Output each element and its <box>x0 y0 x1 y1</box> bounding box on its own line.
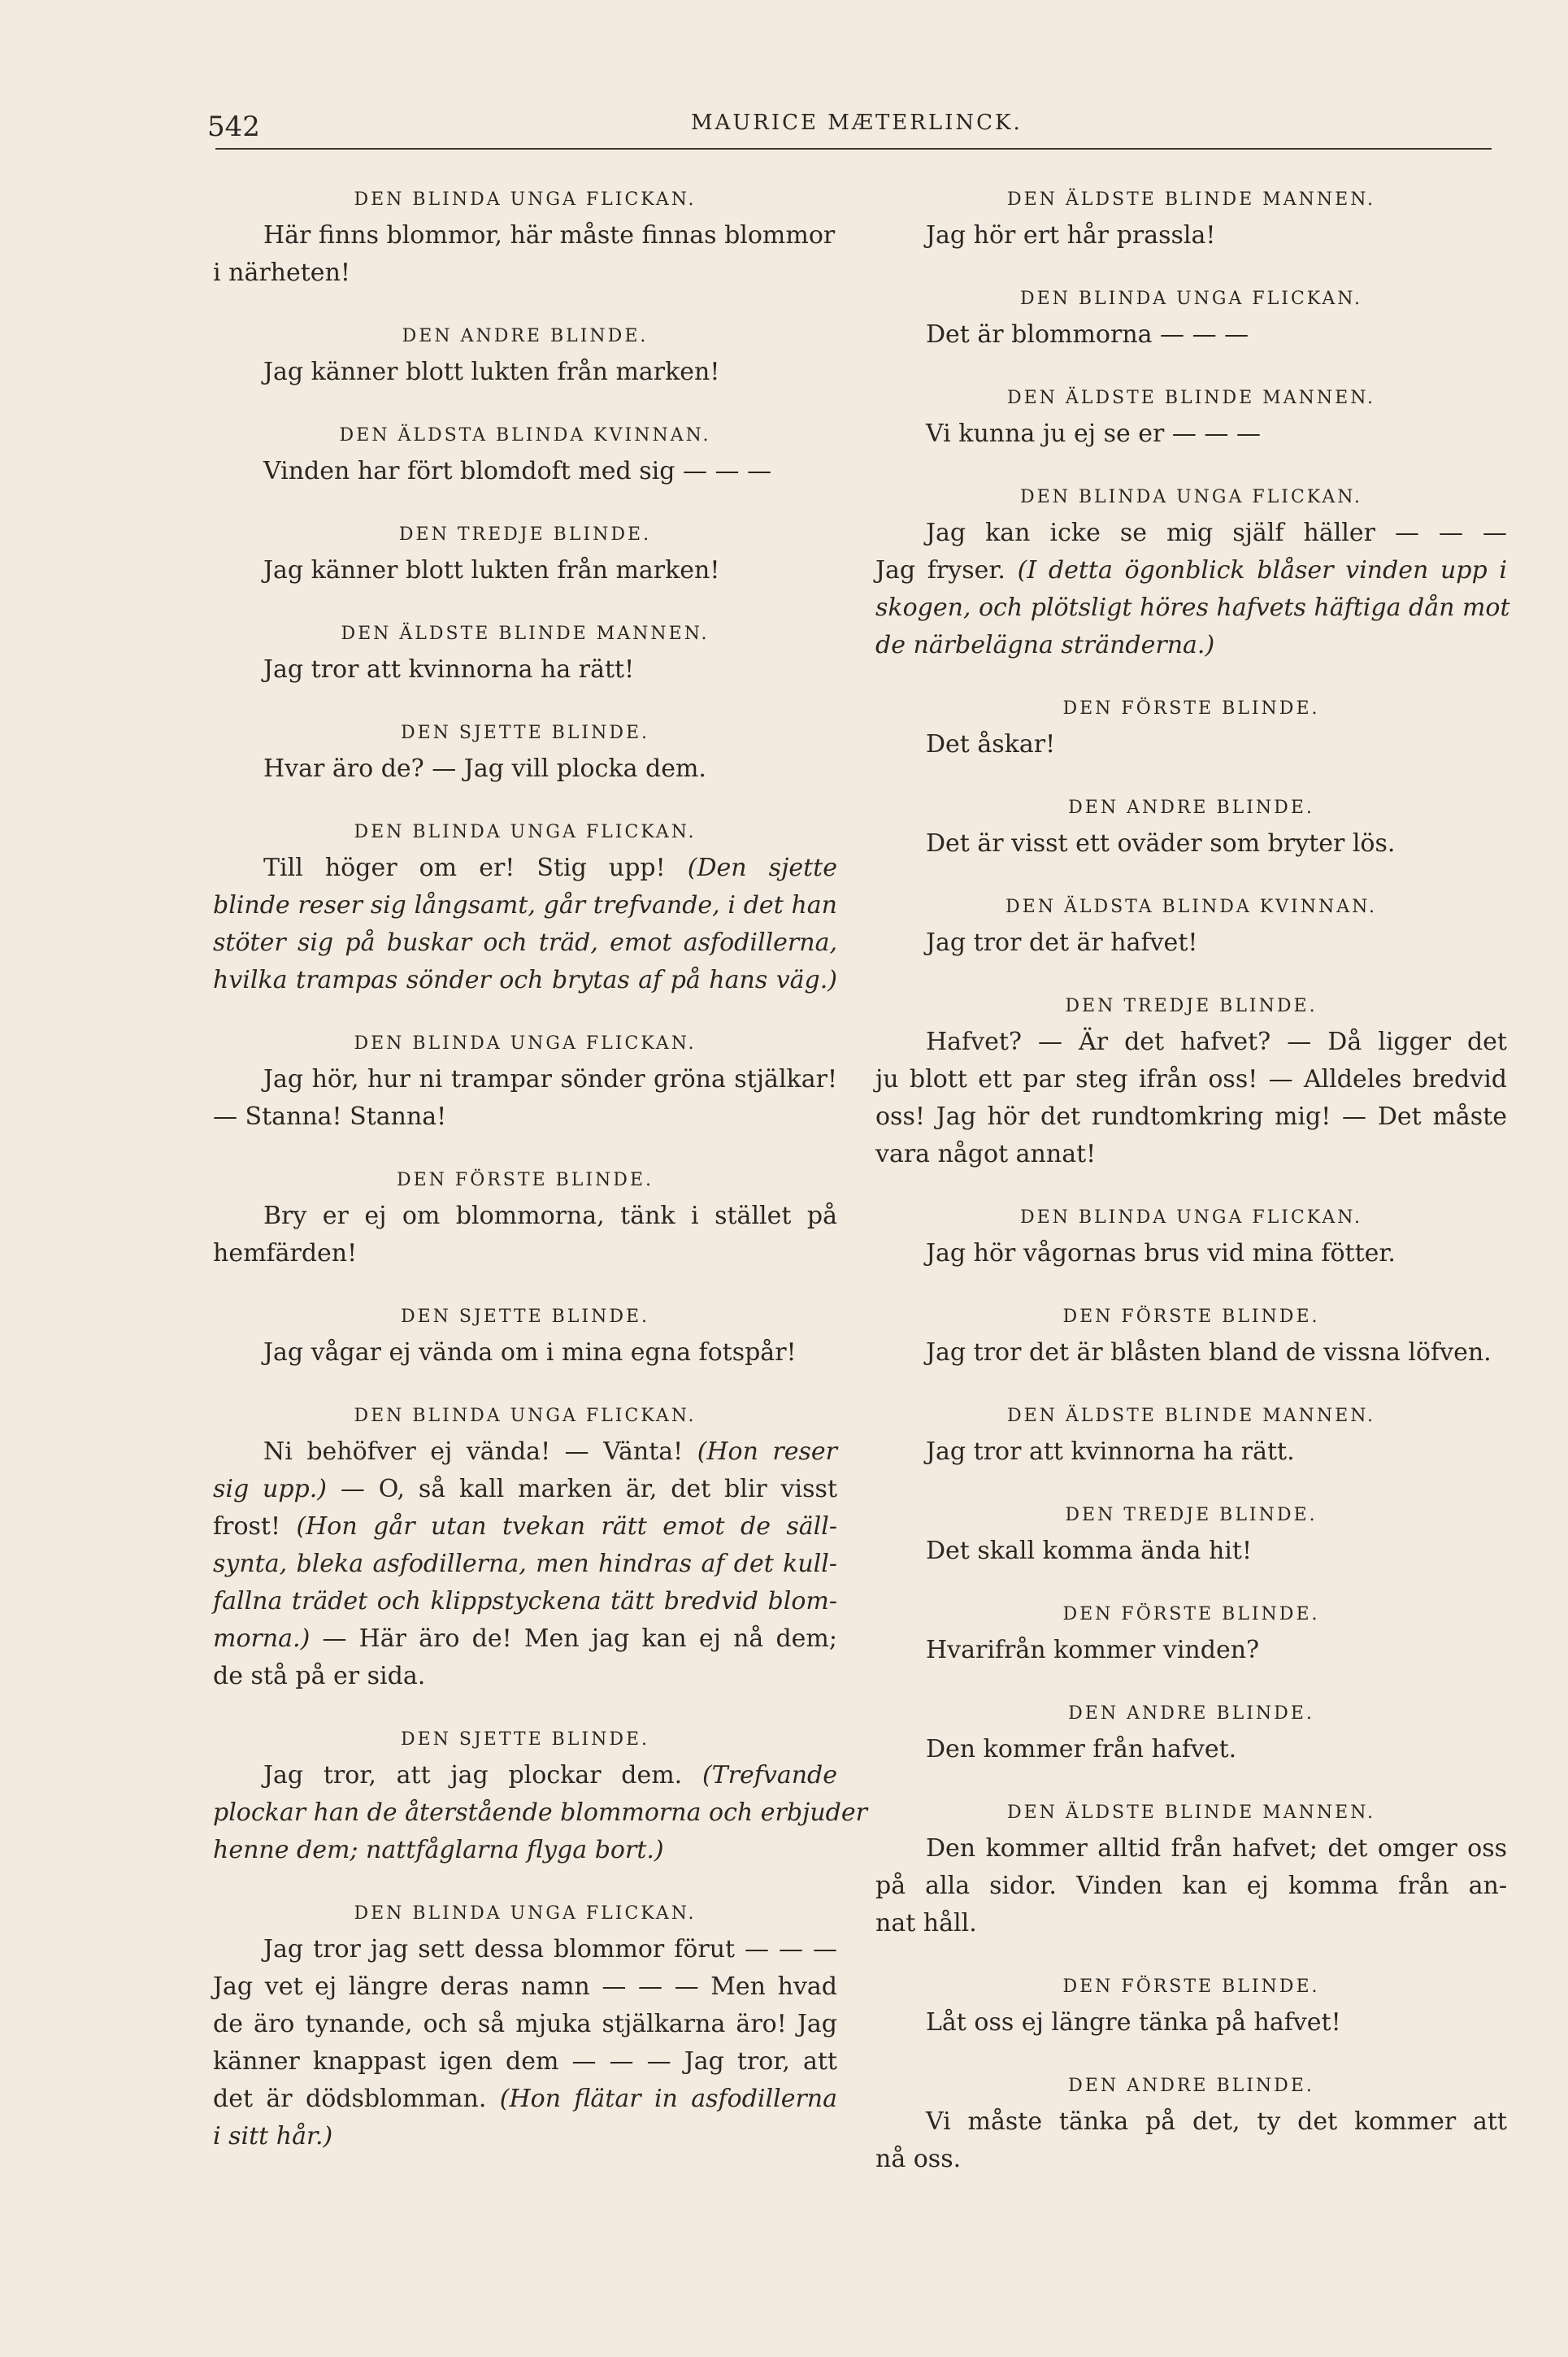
dialogue-line <box>875 825 1507 863</box>
dialogue-text: Jag tror jag sett dessa blommor förut — — — <box>263 1935 837 1963</box>
dialogue-line <box>875 217 1507 254</box>
speaker-label: DEN ANDRE BLINDE. <box>1068 2076 1314 2096</box>
stage-direction: (Hon går utan tvekan rätt emot de säll- <box>296 1512 837 1541</box>
stage-direction: plockar han de återstående blommorna och erbjuder <box>213 1798 867 1827</box>
dialogue-line <box>213 887 837 924</box>
dialogue-line <box>875 1433 1507 1471</box>
speaker-label: DEN SJETTE BLINDE. <box>400 723 650 743</box>
dialogue-text: Jag tror att kvinnorna ha rätt. <box>926 1437 1295 1466</box>
speaker-label: DEN ÄLDSTA BLINDA KVINNAN. <box>1006 897 1377 917</box>
dialogue-line <box>213 354 837 391</box>
dialogue-text: Vi kunna ju ej se er — — — <box>926 420 1261 448</box>
dialogue-line <box>213 2081 837 2118</box>
dialogue-line <box>875 515 1507 552</box>
dialogue-text: Den kommer alltid från hafvet; det omger oss <box>926 1834 1507 1863</box>
dialogue-text: Det är visst ett oväder som bryter lös. <box>926 829 1396 858</box>
dialogue-text: Till höger om er! Stig upp! <box>263 854 666 882</box>
speaker-label: DEN FÖRSTE BLINDE. <box>1062 1604 1320 1624</box>
speaker-label: DEN FÖRSTE BLINDE. <box>1062 698 1320 719</box>
speaker-label: DEN BLINDA UNGA FLICKAN. <box>1019 1207 1363 1228</box>
block-gap <box>875 664 1507 692</box>
dialogue-text: Vinden har fört blomdoft med sig — — — <box>263 457 772 485</box>
dialogue-text: hemfärden! <box>213 1239 358 1268</box>
dialogue-line <box>875 627 1507 664</box>
block-gap <box>875 1272 1507 1300</box>
speaker-label: DEN ÄLDSTE BLINDE MANNEN. <box>1006 189 1376 210</box>
dialogue-text: känner knappast igen dem — — — Jag tror, att <box>213 2047 837 2076</box>
block-gap <box>875 1768 1507 1796</box>
speaker-label: DEN ANDRE BLINDE. <box>1068 1703 1314 1724</box>
dialogue-line <box>213 1334 837 1372</box>
dialogue-line <box>875 1533 1507 1570</box>
dialogue-text: Låt oss ej längre tänka på hafvet! <box>926 2008 1341 2037</box>
stage-direction: (I detta ögonblick blåser vinden upp i <box>1017 556 1507 585</box>
speaker-label: DEN BLINDA UNGA FLICKAN. <box>1019 487 1363 507</box>
dialogue-text: i närheten! <box>213 259 350 287</box>
dialogue-line <box>213 1471 837 1508</box>
dialogue-line <box>875 1905 1507 1942</box>
dialogue-line <box>875 1136 1507 1173</box>
dialogue-text: — Här äro de! Men jag kan ej nå dem; <box>322 1624 837 1653</box>
dialogue-line <box>213 2118 837 2155</box>
dialogue-line <box>875 924 1507 962</box>
dialogue-text: Vi måste tänka på det, ty det kommer att <box>926 2107 1507 2136</box>
speaker-label: DEN ÄLDSTE BLINDE MANNEN. <box>341 624 710 644</box>
dialogue-line <box>213 1235 837 1272</box>
dialogue-line <box>213 1546 837 1583</box>
stage-direction: (Hon flätar in asfodillerna <box>499 2085 837 2113</box>
dialogue-line <box>213 1832 837 1869</box>
stage-direction: synta, bleka asfodillerna, men hindras af det kull- <box>213 1550 837 1578</box>
block-gap <box>875 763 1507 791</box>
stage-direction: de närbelägna stränderna.) <box>875 631 1215 659</box>
page-header <box>207 104 1492 150</box>
speaker-label: DEN SJETTE BLINDE. <box>400 1729 650 1750</box>
block-gap <box>875 863 1507 890</box>
block-gap <box>213 1372 837 1399</box>
speaker-label: DEN BLINDA UNGA FLICKAN. <box>354 1903 697 1924</box>
speaker-label: DEN ANDRE BLINDE. <box>402 326 649 346</box>
dialogue-line <box>213 1433 837 1471</box>
dialogue-text: Jag fryser. <box>875 556 1006 585</box>
dialogue-text: Jag hör ert hår prassla! <box>926 221 1216 250</box>
speaker-label: DEN BLINDA UNGA FLICKAN. <box>354 822 697 842</box>
dialogue-text: frost! <box>213 1512 281 1541</box>
dialogue-text: nå oss. <box>875 2145 962 2173</box>
stage-direction: henne dem; nattfåglarna flyga bort.) <box>213 1836 664 1864</box>
speaker-label: DEN SJETTE BLINDE. <box>400 1307 650 1327</box>
block-gap <box>875 2042 1507 2069</box>
dialogue-text: Ni behöfver ej vända! — Vänta! <box>263 1437 684 1466</box>
block-gap <box>213 292 837 320</box>
block-gap <box>875 354 1507 381</box>
speaker-label: DEN ÄLDSTE BLINDE MANNEN. <box>1006 1406 1376 1426</box>
block-gap <box>875 1173 1507 1201</box>
block-gap <box>213 1869 837 1897</box>
dialogue-line <box>213 2043 837 2081</box>
block-gap <box>875 1942 1507 1970</box>
dialogue-line <box>875 1868 1507 1905</box>
block-gap <box>213 689 837 716</box>
dialogue-line <box>213 1098 837 1136</box>
dialogue-text: Jag tror det är blåsten bland de vissna löfven. <box>926 1338 1492 1367</box>
dialogue-text: det är dödsblomman. <box>213 2085 487 2113</box>
dialogue-text: de äro tynande, och så mjuka stjälkarna äro! Jag <box>213 2010 837 2038</box>
speaker-label: DEN FÖRSTE BLINDE. <box>1062 1307 1320 1327</box>
dialogue-text: Jag kan icke se mig själf häller — — — <box>926 519 1507 547</box>
dialogue-line <box>875 415 1507 453</box>
dialogue-text: Det är blommorna — — — <box>926 320 1249 349</box>
block-gap <box>213 1272 837 1300</box>
dialogue-line <box>875 2103 1507 2141</box>
dialogue-line <box>213 453 837 490</box>
dialogue-line <box>875 589 1510 627</box>
block-gap <box>213 589 837 617</box>
dialogue-line <box>213 1583 837 1620</box>
dialogue-line <box>213 1794 867 1832</box>
stage-direction: (Trefvande <box>701 1761 837 1789</box>
dialogue-text: Jag hör vågornas brus vid mina fötter. <box>926 1239 1396 1268</box>
dialogue-text: Jag vågar ej vända om i mina egna fotspår! <box>263 1338 797 1367</box>
block-gap <box>213 788 837 815</box>
dialogue-text: Hvarifrån kommer vinden? <box>926 1636 1260 1664</box>
block-gap <box>875 1471 1507 1498</box>
dialogue-text: nat håll. <box>875 1909 977 1937</box>
stage-direction: (Den sjette <box>687 854 837 882</box>
dialogue-line <box>875 1061 1507 1098</box>
dialogue-line <box>875 552 1507 589</box>
stage-direction: sig upp.) <box>213 1475 328 1503</box>
block-gap <box>875 1669 1507 1697</box>
block-gap <box>213 999 837 1027</box>
dialogue-line <box>213 217 837 254</box>
speaker-label: DEN ÄLDSTE BLINDE MANNEN. <box>1006 1803 1376 1823</box>
stage-direction: fallna trädet och klippstyckena tätt bredvid blom- <box>213 1587 837 1616</box>
dialogue-text: Jag hör, hur ni trampar sönder gröna stjälkar! <box>263 1065 837 1094</box>
dialogue-line <box>213 651 837 689</box>
dialogue-line <box>213 1968 837 2006</box>
left-column <box>213 183 867 2155</box>
stage-direction: (Hon reser <box>697 1437 837 1466</box>
header-rule <box>215 148 1492 150</box>
dialogue-text: de stå på er sida. <box>213 1662 426 1690</box>
dialogue-text: oss! Jag hör det rundtomkring mig! — Det måste <box>875 1102 1507 1131</box>
dialogue-line <box>875 1235 1507 1272</box>
dialogue-line <box>213 850 837 887</box>
dialogue-line <box>213 1658 837 1695</box>
block-gap <box>875 1570 1507 1598</box>
dialogue-text: Det skall komma ända hit! <box>926 1537 1253 1565</box>
dialogue-line <box>213 2006 837 2043</box>
dialogue-line <box>213 924 837 962</box>
dialogue-text: Jag tror, att jag plockar dem. <box>263 1761 683 1789</box>
block-gap <box>875 453 1507 481</box>
stage-direction: stöter sig på buskar och träd, emot asfodillerna, <box>213 928 837 957</box>
block-gap <box>875 1372 1507 1399</box>
stage-direction: i sitt hår.) <box>213 2122 333 2150</box>
block-gap <box>875 962 1507 989</box>
dialogue-text: — Stanna! Stanna! <box>213 1102 447 1131</box>
dialogue-line <box>875 316 1507 354</box>
dialogue-line <box>213 962 837 999</box>
dialogue-text: Jag känner blott lukten från marken! <box>263 556 720 585</box>
block-gap <box>213 1136 837 1163</box>
dialogue-text: Den kommer från hafvet. <box>926 1735 1237 1763</box>
page-number: 542 <box>207 111 260 143</box>
speaker-label: DEN TREDJE BLINDE. <box>398 524 652 545</box>
dialogue-line <box>875 1334 1507 1372</box>
dialogue-line <box>875 1024 1507 1061</box>
dialogue-line <box>875 2004 1507 2042</box>
dialogue-text: Det åskar! <box>926 730 1056 759</box>
dialogue-text: ju blott ett par steg ifrån oss! — Alldeles bredvid <box>875 1065 1507 1094</box>
dialogue-text: Jag tror det är hafvet! <box>926 928 1198 957</box>
speaker-label: DEN BLINDA UNGA FLICKAN. <box>1019 289 1363 309</box>
running-title: MAURICE MÆTERLINCK. <box>691 111 1023 135</box>
speaker-label: DEN FÖRSTE BLINDE. <box>396 1170 654 1190</box>
stage-direction: blinde reser sig långsamt, går trefvande, i det han <box>213 891 837 920</box>
dialogue-line <box>213 1061 837 1098</box>
dialogue-text: vara något annat! <box>875 1140 1097 1168</box>
dialogue-line <box>875 1098 1507 1136</box>
speaker-label: DEN BLINDA UNGA FLICKAN. <box>354 1406 697 1426</box>
dialogue-line <box>875 1731 1507 1768</box>
dialogue-line <box>875 1830 1507 1868</box>
block-gap <box>213 1695 837 1723</box>
dialogue-text: Hvar äro de? — Jag vill plocka dem. <box>263 755 706 783</box>
dialogue-line <box>875 2141 1507 2178</box>
dialogue-text: på alla sidor. Vinden kan ej komma från an- <box>875 1872 1507 1900</box>
dialogue-text: Här finns blommor, här måste finnas blommor <box>263 221 836 250</box>
stage-direction: morna.) <box>213 1624 311 1653</box>
dialogue-line <box>875 1632 1507 1669</box>
dialogue-text: Jag känner blott lukten från marken! <box>263 358 720 386</box>
speaker-label: DEN FÖRSTE BLINDE. <box>1062 1976 1320 1997</box>
dialogue-text: — O, så kall marken är, det blir visst <box>340 1475 838 1503</box>
dialogue-line <box>213 1508 837 1546</box>
block-gap <box>875 254 1507 282</box>
dialogue-text: Jag vet ej längre deras namn — — — Men hvad <box>213 1972 837 2001</box>
speaker-label: DEN ANDRE BLINDE. <box>1068 798 1314 818</box>
speaker-label: DEN BLINDA UNGA FLICKAN. <box>354 189 697 210</box>
dialogue-text: Jag tror att kvinnorna ha rätt! <box>263 655 635 684</box>
dialogue-line <box>213 1757 837 1794</box>
dialogue-line <box>875 726 1507 763</box>
dialogue-line <box>213 254 837 292</box>
dialogue-text: Hafvet? — Är det hafvet? — Då ligger det <box>926 1028 1507 1056</box>
speaker-label: DEN ÄLDSTA BLINDA KVINNAN. <box>339 425 711 446</box>
dialogue-line <box>213 1198 837 1235</box>
speaker-label: DEN ÄLDSTE BLINDE MANNEN. <box>1006 388 1376 408</box>
speaker-label: DEN BLINDA UNGA FLICKAN. <box>354 1033 697 1054</box>
speaker-label: DEN TREDJE BLINDE. <box>1065 1505 1318 1525</box>
dialogue-line <box>213 750 837 788</box>
stage-direction: skogen, och plötsligt höres hafvets häftiga dån mot <box>875 594 1510 622</box>
speaker-label: DEN TREDJE BLINDE. <box>1065 996 1318 1016</box>
stage-direction: hvilka trampas sönder och brytas af på hans väg.) <box>213 966 837 994</box>
dialogue-text: Bry er ej om blommorna, tänk i stället på <box>263 1202 837 1230</box>
dialogue-line <box>213 552 837 589</box>
right-column <box>875 183 1510 2178</box>
block-gap <box>213 391 837 419</box>
dialogue-line <box>213 1931 837 1968</box>
block-gap <box>213 490 837 518</box>
dialogue-line <box>213 1620 837 1658</box>
